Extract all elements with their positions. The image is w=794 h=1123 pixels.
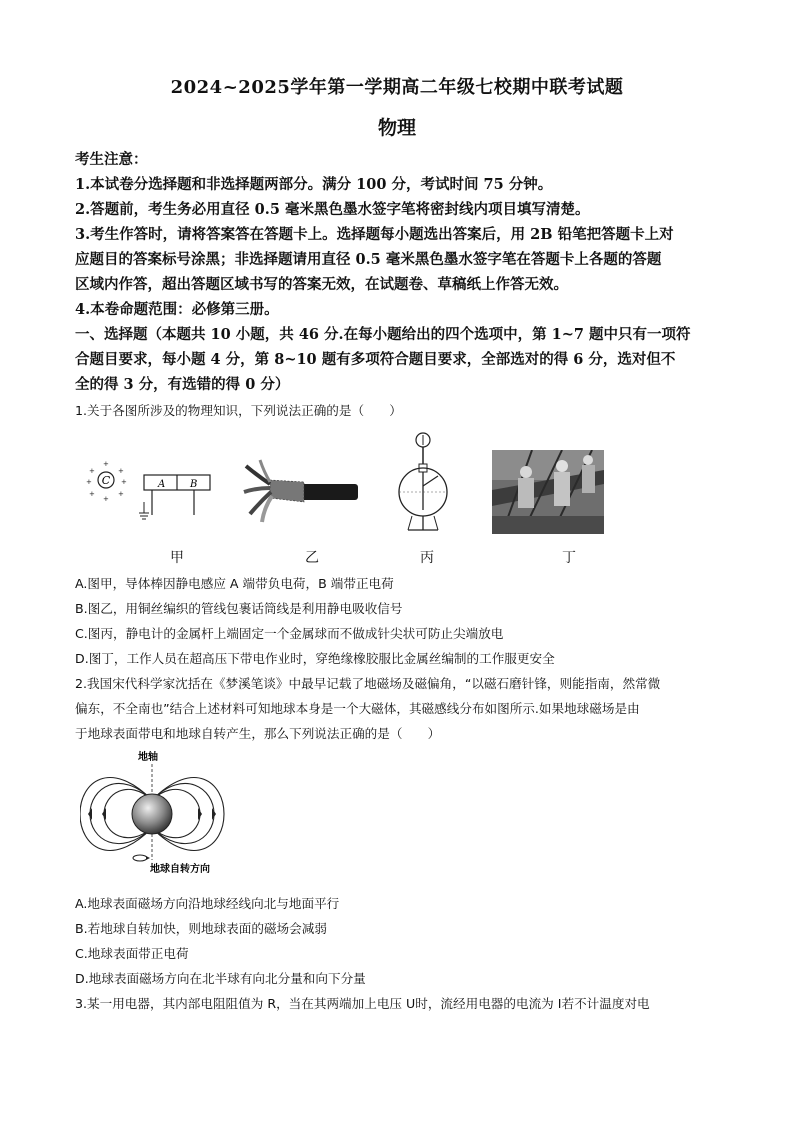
figure-label: 甲	[170, 550, 184, 566]
option: A.图甲，导体棒因静电感应 A 端带负电荷，B 端带正电荷	[75, 576, 394, 591]
notice-item: 3.考生作答时，请将答案答在答题卡上。选择题每小题选出答案后，用 2B 铅笔把答题卡上对	[75, 226, 674, 243]
question-3-stem: 3.某一用电器，其内部电阻阻值为 R，当在其两端加上电压 U时，流经用电器的电流为 I若不计温度对电	[75, 996, 650, 1011]
fig-jia-a-label: A	[158, 479, 166, 490]
notice-item: 区域内作答，超出答题区域书写的答案无效，在试题卷、草稿纸上作答无效。	[75, 276, 568, 293]
notice-item: 1.本试卷分选择题和非选择题两部分。满分 100 分，考试时间 75 分钟。	[75, 176, 553, 193]
question-2-stem: 偏东，不全南也”结合上述材料可知地球本身是一个大磁体，其磁感线分布如图所示.如果地球磁场是由	[75, 701, 640, 716]
figure-label: 丙	[420, 550, 434, 566]
svg-text:+: +	[103, 495, 109, 503]
svg-text:+: +	[118, 490, 124, 498]
question-2-stem: 于地球表面带电和地球自转产生，那么下列说法正确的是（ ）	[75, 726, 441, 741]
subject-title: 物理	[377, 117, 416, 139]
question-1-stem: 1.关于各图所涉及的物理知识，下列说法正确的是（ ）	[75, 403, 402, 418]
svg-text:+: +	[103, 460, 109, 468]
svg-text:+: +	[121, 478, 127, 486]
figure-bing	[388, 430, 458, 540]
section-heading: 合题目要求，每小题 4 分，第 8~10 题有多项符合题目要求，全部选对的得 6 分，选对但不	[75, 351, 676, 368]
svg-text:+: +	[89, 467, 95, 475]
option: A.地球表面磁场方向沿地球经线向北与地面平行	[75, 896, 340, 911]
figure-yi	[240, 458, 360, 528]
svg-text:+: +	[89, 490, 95, 498]
option: B.若地球自转加快，则地球表面的磁场会减弱	[75, 921, 327, 936]
section-heading: 一、选择题（本题共 10 小题，共 46 分.在每小题给出的四个选项中，第 1~7 题中只有一项符	[75, 326, 691, 343]
earth-axis-label: 地轴	[138, 752, 158, 763]
figure-label: 乙	[305, 550, 319, 566]
svg-text:+: +	[118, 467, 124, 475]
notice-item: 4.本卷命题范围：必修第三册。	[75, 301, 279, 318]
notice-heading: 考生注意：	[75, 151, 148, 168]
earth-rotation-label: 地球自转方向	[150, 864, 210, 875]
notice-item: 2.答题前，考生务必用直径 0.5 毫米黑色墨水签字笔将密封线内项目填写清楚。	[75, 201, 590, 218]
figure-ding-photo	[492, 450, 604, 534]
figure-jia	[82, 455, 217, 525]
earth-magnetic-field-figure	[80, 748, 250, 878]
option: C.地球表面带正电荷	[75, 946, 189, 961]
question-2-stem: 2.我国宋代科学家沈括在《梦溪笔谈》中最早记载了地磁场及磁偏角，“以磁石磨针锋，则能指南，然常微	[75, 676, 661, 691]
fig-jia-b-label: B	[190, 479, 198, 490]
page-title: 2024~2025学年第一学期高二年级七校期中联考试题	[170, 77, 624, 98]
section-heading: 全的得 3 分，有选错的得 0 分）	[75, 376, 290, 393]
svg-text:+: +	[86, 478, 92, 486]
option: C.图丙，静电计的金属杆上端固定一个金属球而不做成针尖状可防止尖端放电	[75, 626, 504, 641]
notice-item: 应题目的答案标号涂黑；非选择题请用直径 0.5 毫米黑色墨水签字笔在答题卡上各题的答题	[75, 251, 662, 268]
option: D.图丁，工作人员在超高压下带电作业时，穿绝缘橡胶服比金属丝编制的工作服更安全	[75, 651, 555, 666]
fig-jia-c-label: C	[101, 474, 111, 487]
option: D.地球表面磁场方向在北半球有向北分量和向下分量	[75, 971, 366, 986]
option: B.图乙，用铜丝编织的管线包裹话筒线是利用静电吸收信号	[75, 601, 403, 616]
figure-label: 丁	[562, 550, 576, 566]
